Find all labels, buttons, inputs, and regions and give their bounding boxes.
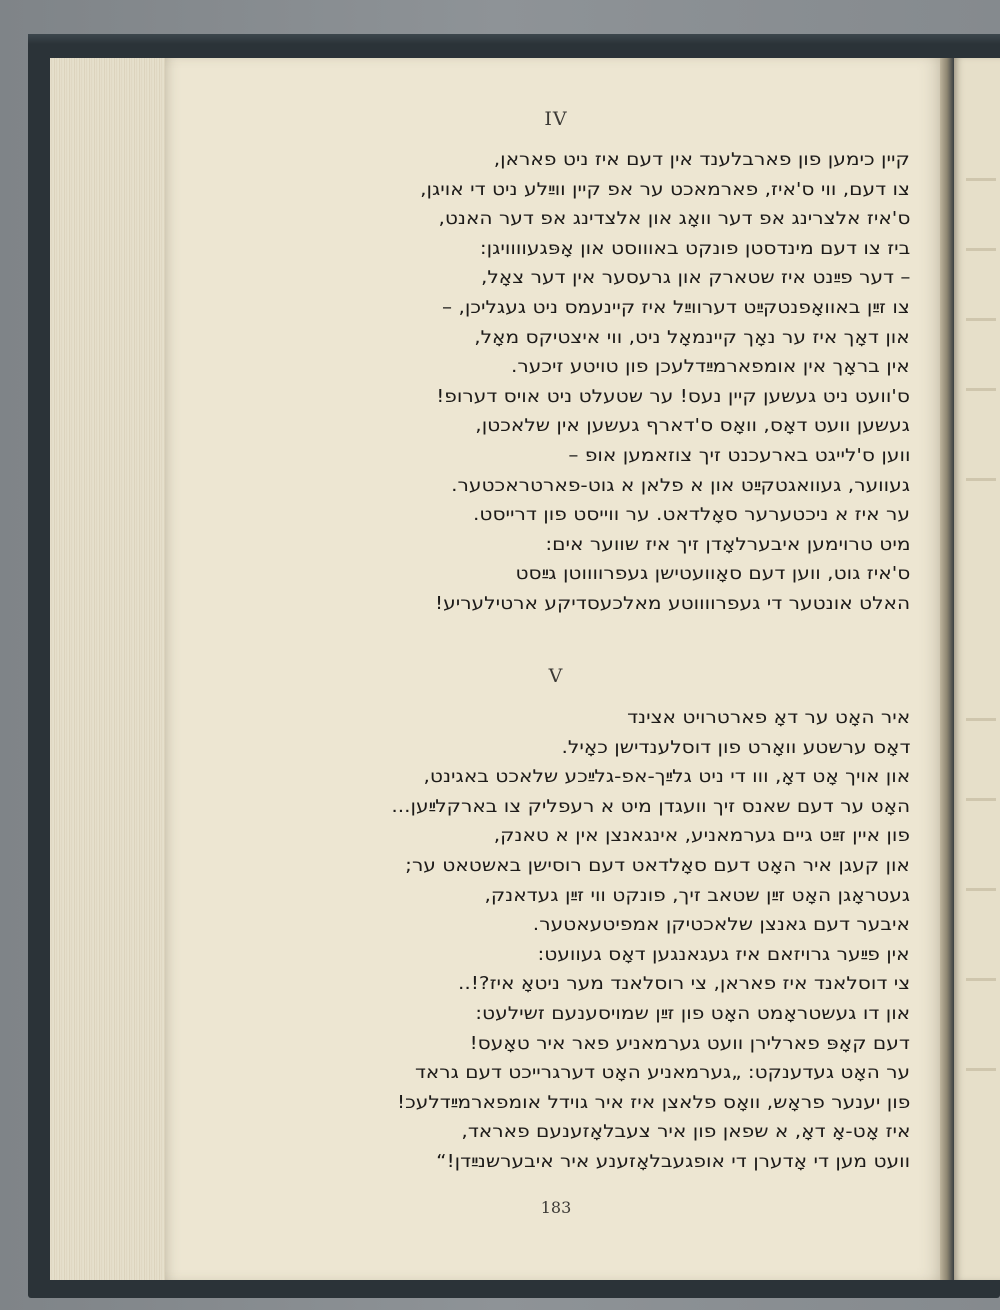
page-stack-edge	[50, 58, 175, 1280]
poem-line: אין פײַער גרויזאם איז געגאנגען דאָס געוועט:	[537, 944, 910, 965]
poem-line: צו דעם, ווי ס'איז, פארמאכט ער אפ קיין ווײַלע ניט די אויגן,	[420, 179, 910, 200]
poem-line: דאָס ערשטע וואָרט פון דוסלענדישן כאָיל.	[560, 737, 910, 758]
poem-line: און אויך אָט דאָ, ווו די ניט גלײַך-אפ-גלײַכע שלאכט באגינט,	[423, 767, 910, 788]
book-page	[165, 58, 947, 1280]
poem-line: געשען וועט דאָס, וואָס ס'דארף געשען אין שלאכטן,	[475, 416, 910, 437]
poem-line: צו זײַן באוואָפנטקײַט דערווײַל איז קיינעמס ניט געגליכן, –	[442, 298, 910, 318]
section-v-heading: V	[548, 665, 564, 687]
poem-line: פון איין זײַט גיים גערמאניע, אינגאנצן אין א טאנק,	[493, 826, 910, 847]
poem-line: און דאָך איז ער נאָך קיינמאָל ניט, ווי איצטיקס מאָל,	[474, 327, 910, 348]
poem-line: ווען ס'לייגט בארעכנט זיך צוזאמען אופ –	[567, 446, 910, 466]
poem-line: איר האָט ער דאָ פארטרויט אצינד	[626, 708, 910, 728]
poem-line: פון יענער פראָש, וואָס פלאצן איז איר גוידל אומפארמײַדלעכ!	[396, 1092, 910, 1113]
poem-line: און דו געשטראָמט האָט פון זײַן שמויסענעם זשילעט:	[475, 1004, 910, 1024]
poem-line: ס'איז גוט, ווען דעם סאָוועטישן געפרווווטן גײַסט	[515, 564, 910, 585]
poem-line: ביז צו דעם מינדסטן פונקט באוווסט און אָפּגעוווויגן:	[479, 238, 910, 259]
facing-page-edge	[954, 58, 1000, 1280]
book-gutter	[940, 58, 954, 1280]
poem-line: ס'איז אלצרינג אפ דער וואָג און אלצדינג אפ דער האנט,	[438, 209, 910, 230]
poem-line: וועט מען די אָדערן די אופגעבלאָזענע איר איבערשנײַדן!“	[436, 1152, 910, 1172]
poem-line: דעם קאָפּ פארלירן וועט גערמאניע פאר איר טאָעס!	[469, 1033, 910, 1054]
section-iv-heading: IV	[544, 108, 568, 130]
poem-line: געטראָגן האָט זײַן שטאב זיך, פונקט ווי זײַן געדאנק,	[484, 885, 910, 906]
poem-line: און קעגן איר האָט דעם סאָלדאט דעם רוסישן באשטאט ער;	[405, 856, 910, 876]
cover-edge	[28, 34, 1000, 44]
poem-line: ער האָט געדענקט: „גערמאניע האָט דערגרייכט דעם גראד	[415, 1063, 910, 1084]
poem-line: ער איז א ניכטערער סאָלדאט. ער ווייסט פון דרייסט.	[473, 505, 910, 526]
poem-line: ס'וועט ניט געשען קיין נעס! ער שטעלט ניט אויס דערופ!	[436, 386, 910, 407]
poem-line: איז אָט-אָ דאָ, א שפאן פון איר צעבלאָזענעם פאראד,	[460, 1122, 910, 1143]
poem-line: האָט ער דעם שאנס זיך וועגדן מיט א רעפליק צו בארקלײַען...	[391, 796, 910, 817]
poem-line: – דער פײַנט איז שטארק און גרעסער אין דער צאָל,	[480, 268, 910, 289]
poem-line: איבער דעם גאנצן שלאכטיקן אמפיטעאטער.	[532, 915, 910, 936]
page-number: 183	[540, 1198, 572, 1217]
poem-line: אין בראָך אין אומפארמײַדלעכן פון טויטע זיכער.	[511, 357, 910, 378]
poem-line: האלט אונטער די געפרווווטע מאלכעסדיקע ארטילעריע!	[434, 594, 910, 614]
poem-line: געווער, געוואגטקײַט און א פלאן א גוט-פארטראכטער.	[451, 475, 910, 496]
poem-line: צי דוסלאנד איז פאראן, צי רוסלאנד מער ניטאָ איז?!..	[457, 974, 910, 995]
poem-line: קיין כימען פון פארבלענד אין דעם איז ניט פאראן,	[493, 150, 910, 170]
poem-line: מיט טרוימען איבערלאָדן זיך איז שווער אים:	[544, 534, 910, 555]
